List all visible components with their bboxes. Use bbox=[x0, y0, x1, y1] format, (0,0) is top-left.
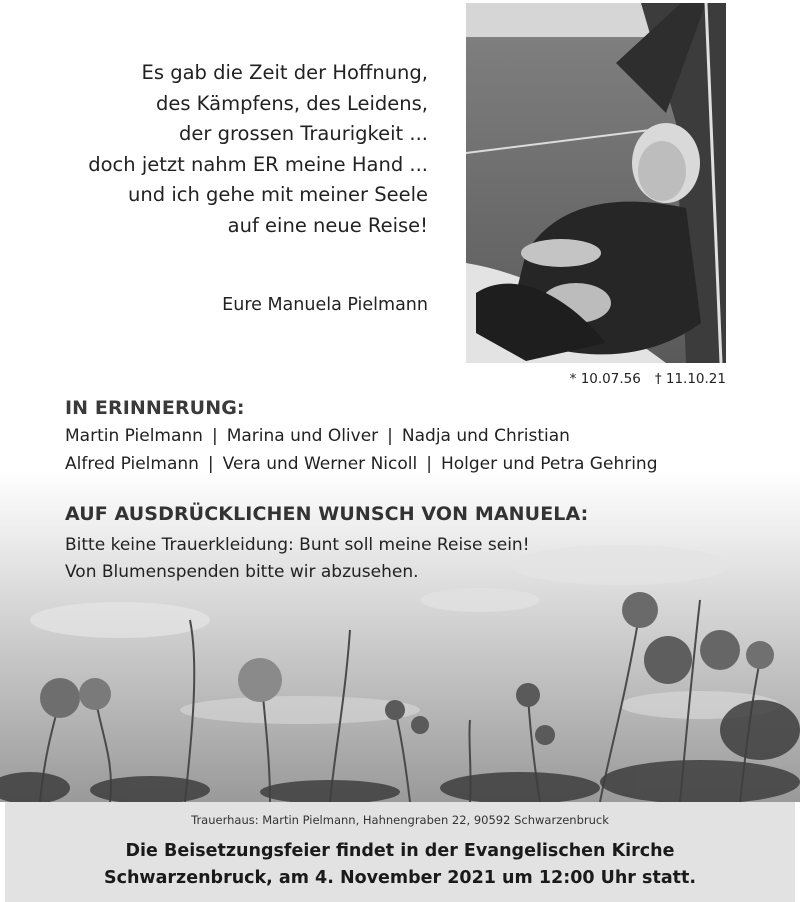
family-name: Nadja und Christian bbox=[401, 426, 570, 446]
separator: | bbox=[426, 454, 432, 474]
poem-line: der grossen Traurigkeit ... bbox=[179, 122, 428, 145]
family-name: Holger und Petra Gehring bbox=[440, 454, 658, 474]
mourning-house-address: Trauerhaus: Martin Pielmann, Hahnengraben 22, 90592 Schwarzenbruck bbox=[191, 813, 609, 827]
ceremony-notice bbox=[5, 838, 795, 892]
separator: | bbox=[387, 426, 393, 446]
family-name: Alfred Pielmann bbox=[65, 454, 199, 474]
ceremony-line: Schwarzenbruck, am 4. November 2021 um 12:00 Uhr statt. bbox=[103, 868, 697, 888]
family-name: Marina und Oliver bbox=[226, 426, 379, 446]
wish-line: Bitte keine Trauerkleidung: Bunt soll meine Reise sein! bbox=[65, 535, 530, 555]
family-name: Vera und Werner Nicoll bbox=[222, 454, 418, 474]
family-row bbox=[65, 454, 658, 474]
death-date: † 11.10.21 bbox=[654, 371, 726, 387]
poem-line: des Kämpfens, des Leidens, bbox=[155, 91, 428, 115]
portrait-photo bbox=[466, 3, 726, 363]
life-dates bbox=[466, 371, 726, 387]
family-name: Martin Pielmann bbox=[65, 426, 203, 446]
poem-line: Es gab die Zeit der Hoffnung, bbox=[141, 61, 428, 84]
ceremony-line: Die Beisetzungsfeier findet in der Evangelischen Kirche bbox=[125, 841, 675, 861]
birth-date: * 10.07.56 bbox=[569, 371, 641, 387]
poem bbox=[40, 58, 428, 241]
remembrance-heading: IN ERINNERUNG: bbox=[65, 397, 245, 419]
separator: | bbox=[207, 454, 214, 474]
poem-line: auf eine neue Reise! bbox=[227, 213, 428, 237]
wish-line: Von Blumenspenden bitte wir abzusehen. bbox=[65, 562, 419, 582]
wish-heading: AUF AUSDRÜCKLICHEN WUNSCH VON MANUELA: bbox=[65, 503, 589, 525]
separator: | bbox=[211, 426, 218, 446]
footer bbox=[5, 802, 795, 902]
signature: Eure Manuela Pielmann bbox=[222, 295, 428, 315]
poem-line: doch jetzt nahm ER meine Hand ... bbox=[88, 152, 428, 176]
poem-line: und ich gehe mit meiner Seele bbox=[128, 183, 428, 206]
family-row bbox=[65, 426, 570, 446]
